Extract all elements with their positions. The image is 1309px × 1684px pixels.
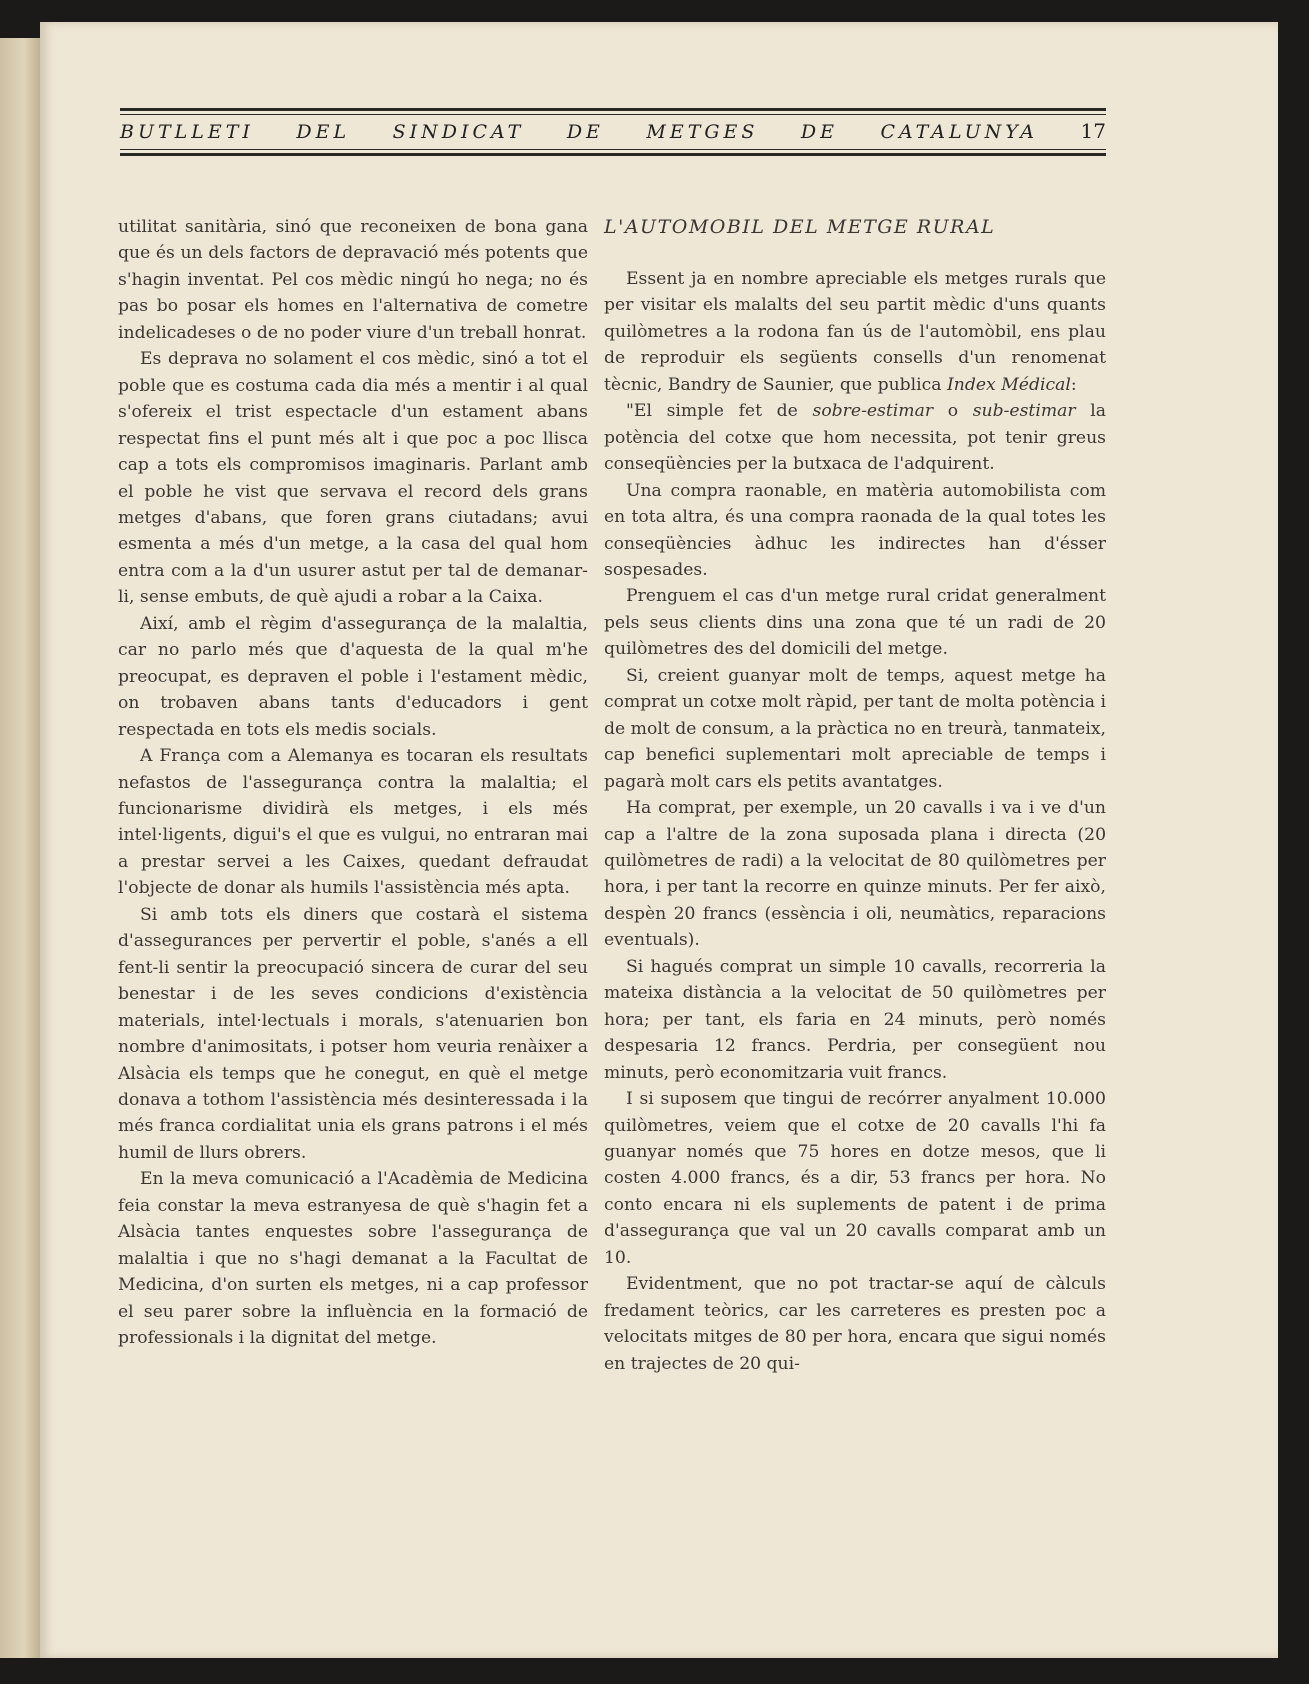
paragraph: A França com a Alemanya es tocaran els resultats nefastos de l'assegurança contra la malaltia; el funcionarisme dividirà els metges, i els més intel·ligents, digui's el que es vulgui, no entraran mai a prestar servei a les Caixes, quedant defraudat l'objecte de donar als humils l'assistència més apta.: [118, 746, 588, 899]
header-word: CATALUNYA: [880, 121, 1039, 143]
left-column: [118, 214, 588, 1351]
right-column: [604, 214, 1106, 1377]
header-rule-top-thin: [120, 114, 1106, 115]
paragraph: Una compra raonable, en matèria automobilista com en tota altra, és una compra raonada de la qual totes les conseqüències àdhuc les indirectes han d'ésser sospesades.: [604, 480, 1106, 580]
text-run: :: [1070, 374, 1077, 395]
paragraph: Es deprava no solament el cos mèdic, sinó a tot el poble que es costuma cada dia més a mentir i al qual s'ofereix el trist espectacle d'un estament abans respectat fins el punt més alt i que poc a poc llisca cap a tots els compromisos imaginaris. Parlant amb el poble he vist que servava el record dels grans metges d'abans, que foren grans ciutadans; avui esmenta a més d'un metge, a la casa del qual hom entra com a la d'un usurer astut per tal de demanar-li, sense embuts, de què ajudi a robar a la Caixa.: [118, 349, 588, 608]
paragraph: Evidentment, que no pot tractar-se aquí de càlculs fredament teòrics, car les carreteres es presten poc a velocitats mitges de 80 per hora, encara que sigui només en trajectes de 20 qui-: [604, 1274, 1106, 1374]
header-rule-top-thick: [120, 108, 1106, 111]
header-title: [120, 115, 1106, 147]
paragraph: En la meva comunicació a l'Acadèmia de Medicina feia constar la meva estranyesa de què s'hagin fet a Alsàcia tantes enquestes sobre l'assegurança de malaltia i que no s'hagi demanat a la Facultat de Medicina, d'on surten els metges, ni a cap professor el seu parer sobre la influència en la formació de professionals i la dignitat del metge.: [118, 1169, 588, 1349]
header-word: METGES: [646, 121, 759, 143]
adjacent-page-edge: [0, 38, 40, 1658]
paragraph: Si hagués comprat un simple 10 cavalls, recorreria la mateixa distància a la velocitat de 50 quilòmetres per hora; per tant, els faria en 24 minuts, però només despesaria 12 francs. Perdria, per consegüent nou minuts, però economitzaria vuit francs.: [604, 956, 1106, 1083]
article-title: L'AUTOMOBIL DEL METGE RURAL: [604, 216, 996, 238]
paragraph: [604, 398, 1106, 477]
running-header: [120, 108, 1106, 156]
header-word: DE: [566, 121, 604, 143]
paragraph: [604, 266, 1106, 398]
text-run: Essent ja en nombre apreciable els metges rurals que per visitar els malalts del seu partit mèdic d'uns quants quilòmetres a la rodona fan ús de l'automòbil, ens plau de reproduir els següents consells d'un renomenat tècnic, Bandry de Saunier, que publica: [604, 269, 1106, 395]
paragraph: Si, creient guanyar molt de temps, aquest metge ha comprat un cotxe molt ràpid, per tant de molta potència i de molt de consum, a la pràctica no en treurà, tanmateix, cap benefici suplementari molt apreciable de temps i pagarà molt cars els petits avantatges.: [604, 665, 1106, 792]
header-word: DEL: [296, 121, 351, 143]
header-rule-bottom-thin: [120, 149, 1106, 150]
paragraph: I si suposem que tingui de recórrer anyalment 10.000 quilòmetres, veiem que el cotxe de 20 cavalls l'hi fa guanyar només que 75 hores en dotze mesos, que li costen 4.000 francs, és a dir, 53 francs per hora. No conto encara ni els suplements de patent i de prima d'assegurança que val un 20 cavalls comparat amb un 10.: [604, 1089, 1106, 1268]
text-run: "El simple fet de: [626, 401, 813, 422]
header-rule-bottom-thick: [120, 153, 1106, 156]
paragraph: Així, amb el règim d'assegurança de la malaltia, car no parlo més que d'aquesta de la qual m'he preocupat, es depraven el poble i l'estament mèdic, on trobaven abans tants d'educadors i gent respectada en tots els medis socials.: [118, 613, 588, 740]
publication-name: Index Médical: [947, 374, 1071, 395]
paragraph: utilitat sanitària, sinó que reconeixen de bona gana que és un dels factors de depravació més potents que s'hagin inventat. Pel cos mèdic ningú ho nega; no és pas bo posar els homes en l'alternativa de cometre indelicadeses o de no poder viure d'un treball honrat.: [118, 217, 588, 343]
page-number: 17: [1080, 119, 1106, 143]
header-word: SINDICAT: [392, 121, 525, 143]
paragraph: Prenguem el cas d'un metge rural cridat generalment pels seus clients dins una zona que té un radi de 20 quilòmetres des del domicili del metge.: [604, 586, 1106, 660]
header-word: DE: [800, 121, 838, 143]
emphasis: sub-estimar: [972, 401, 1076, 422]
text-run: la potència del cotxe que hom necessita, pot tenir greus conseqüències per la butxaca de l'adquirent.: [604, 401, 1107, 475]
paragraph: Ha comprat, per exemple, un 20 cavalls i va i ve d'un cap a l'altre de la zona suposada plana i directa (20 quilòmetres de radi) a la velocitat de 80 quilòmetres per hora, i per tant la recorre en quinze minuts. Per fer això, despèn 20 francs (essència i oli, neumàtics, reparacions eventuals).: [604, 798, 1106, 951]
emphasis: sobre-estimar: [812, 401, 934, 422]
text-run: o: [933, 401, 973, 422]
paragraph: Si amb tots els diners que costarà el sistema d'assegurances per pervertir el poble, s'anés a ell fent-li sentir la preocupació sincera de curar del seu benestar i de les seves condicions d'existència materials, intel·lectuals i morals, s'atenuarien bon nombre d'animositats, i potser hom veuria renàixer a Alsàcia els temps que he conegut, en què el metge donava a tothom l'assistència més desinteressada i la més franca cordialitat unia els grans patrons i el més humil de llurs obrers.: [118, 904, 588, 1163]
header-word: BUTLLETI: [120, 121, 254, 143]
